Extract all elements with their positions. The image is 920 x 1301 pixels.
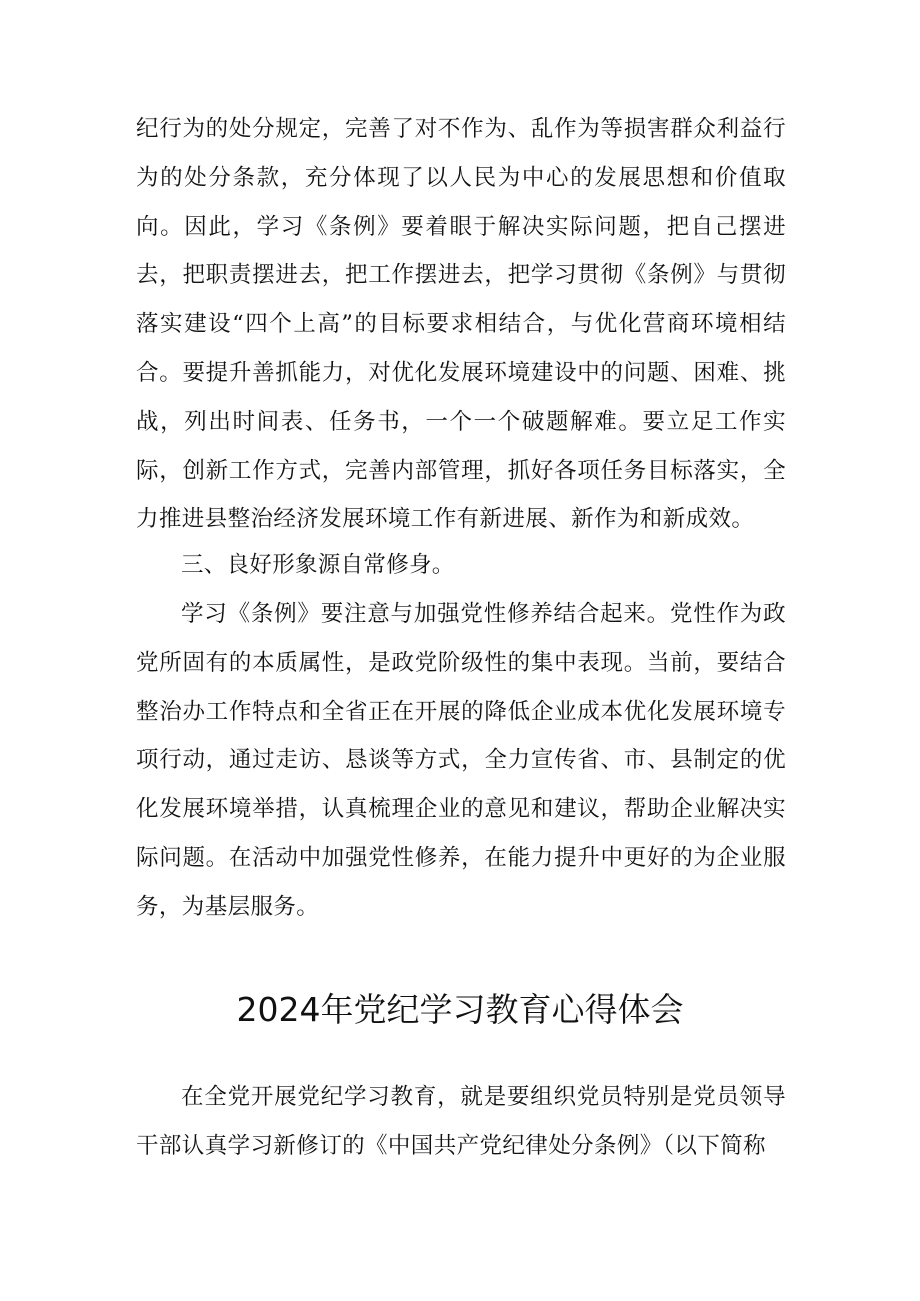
intro-paragraph: 在全党开展党纪学习教育，就是要组织党员特别是党员领导干部认真学习新修订的《中国共产党纪律处分条例》（以下简称 bbox=[136, 1084, 786, 1159]
section-heading: 三、良好形象源自常修身。 bbox=[181, 552, 455, 578]
body-paragraph-continued: 纪行为的处分规定，完善了对不作为、乱作为等损害群众利益行为的处分条款，充分体现了以人民为中心的发展思想和价值取向。因此，学习《条例》要着眼于解决实际问题，把自己摆进去，把职责摆进去，把工作摆进去，把学习贯彻《条例》与贯彻落实建设“四个上高”的目标要求相结合，与优化营商环境相结合。要提升善抓能力，对优化发展环境建设中的问题、困难、挑战，列出时间表、任务书，一个一个破题解难。要立足工作实际，创新工作方式，完善内部管理，抓好各项任务目标落实，全力推进县整治经济发展环境工作有新进展、新作为和新成效。 bbox=[136, 116, 786, 533]
body-paragraph: 学习《条例》要注意与加强党性修养结合起来。党性作为政党所固有的本质属性，是政党阶级性的集中表现。当前，要结合整治办工作特点和全省正在开展的降低企业成本优化发展环境专项行动，通过走访、恳谈等方式，全力宣传省、市、县制定的优化发展环境举措，认真梳理企业的意见和建议，帮助企业解决实际问题。在活动中加强党性修养，在能力提升中更好的为企业服务，为基层服务。 bbox=[136, 601, 786, 920]
document-title: 2024年党纪学习教育心得体会 bbox=[236, 990, 684, 1029]
